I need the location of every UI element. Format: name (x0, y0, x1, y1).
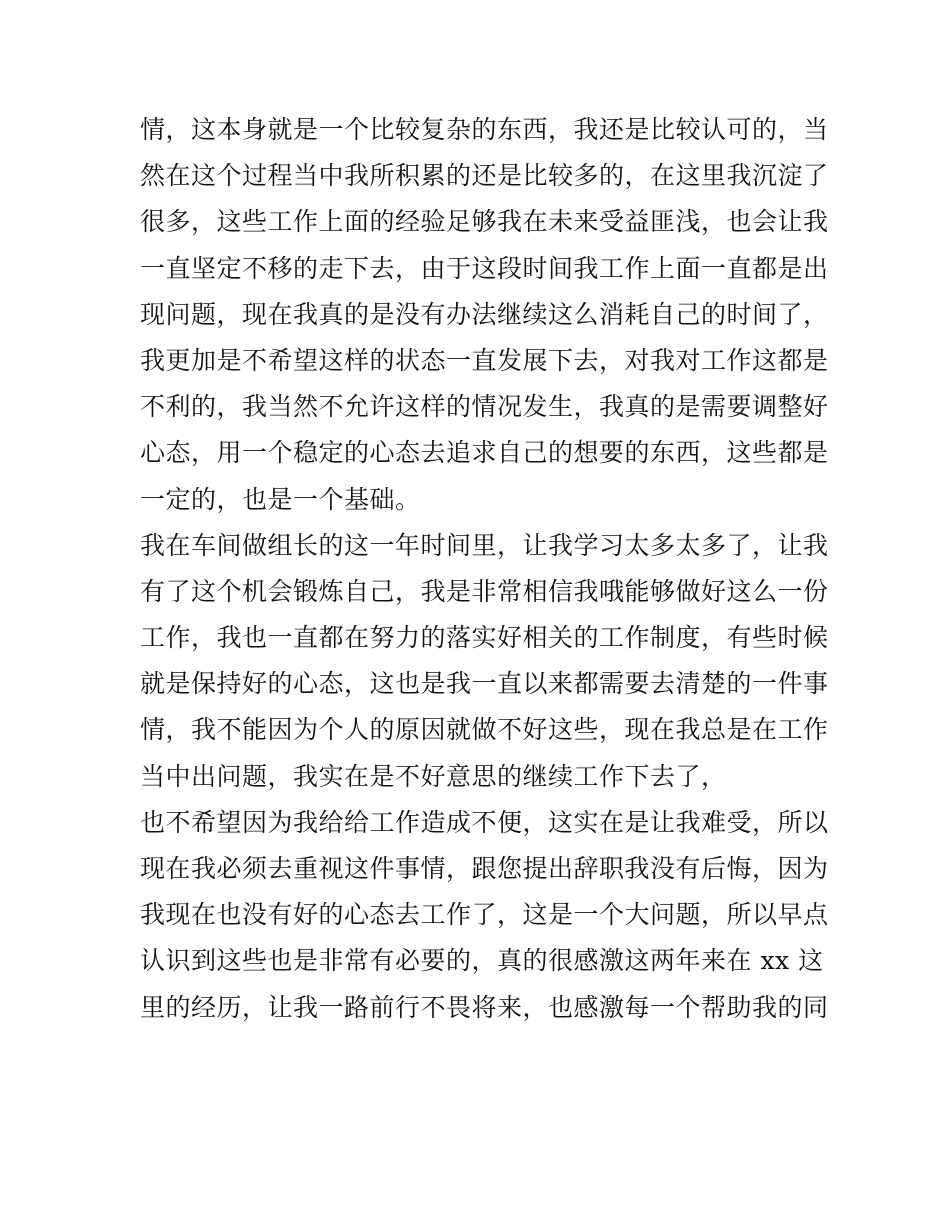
text-line-13: 就是保持好的心态，这也是我一直以来都需要去清楚的一件事 (140, 669, 829, 699)
body-text (140, 107, 830, 1031)
text-line-10: 我在车间做组长的这一年时间里，让我学习太多太多了，让我 (140, 530, 829, 560)
text-line-6: 我更加是不希望这样的状态一直发展下去，对我对工作这都是 (140, 345, 829, 375)
text-line-5: 现问题，现在我真的是没有办法继续这么消耗自己的时间了， (140, 299, 829, 329)
text-line-2: 然在这个过程当中我所积累的还是比较多的，在这里我沉淀了 (140, 161, 829, 191)
text-line-17: 现在我必须去重视这件事情，跟您提出辞职我没有后悔，因为 (140, 854, 829, 883)
text-line-8: 心态，用一个稳定的心态去追求自己的想要的东西，这些都是 (140, 438, 829, 468)
text-line-1: 情，这本身就是一个比较复杂的东西，我还是比较认可的，当 (140, 115, 829, 144)
text-line-19: 认识到这些也是非常有必要的，真的很感激这两年来在 xx 这 (140, 946, 824, 976)
text-line-11: 有了这个机会锻炼自己，我是非常相信我哦能够做好这么一份 (140, 576, 829, 606)
text-line-3: 很多，这些工作上面的经验足够我在未来受益匪浅，也会让我 (140, 207, 829, 237)
text-line-18: 我现在也没有好的心态去工作了，这是一个大问题，所以早点 (140, 900, 829, 930)
text-line-15: 当中出问题，我实在是不好意思的继续工作下去了， (140, 761, 727, 791)
text-line-12: 工作，我也一直都在努力的落实好相关的工作制度，有些时候 (140, 623, 829, 653)
text-line-9: 一定的，也是一个基础。 (140, 484, 421, 514)
text-line-7: 不利的，我当然不允许这样的情况发生，我真的是需要调整好 (140, 392, 829, 422)
text-line-16: 也不希望因为我给给工作造成不便，这实在是让我难受，所以 (140, 807, 829, 837)
text-line-14: 情，我不能因为个人的原因就做不好这些，现在我总是在工作 (140, 715, 829, 745)
text-line-4: 一直坚定不移的走下去，由于这段时间我工作上面一直都是出 (140, 253, 829, 283)
text-line-20: 里的经历，让我一路前行不畏将来，也感激每一个帮助我的同 (140, 992, 829, 1022)
